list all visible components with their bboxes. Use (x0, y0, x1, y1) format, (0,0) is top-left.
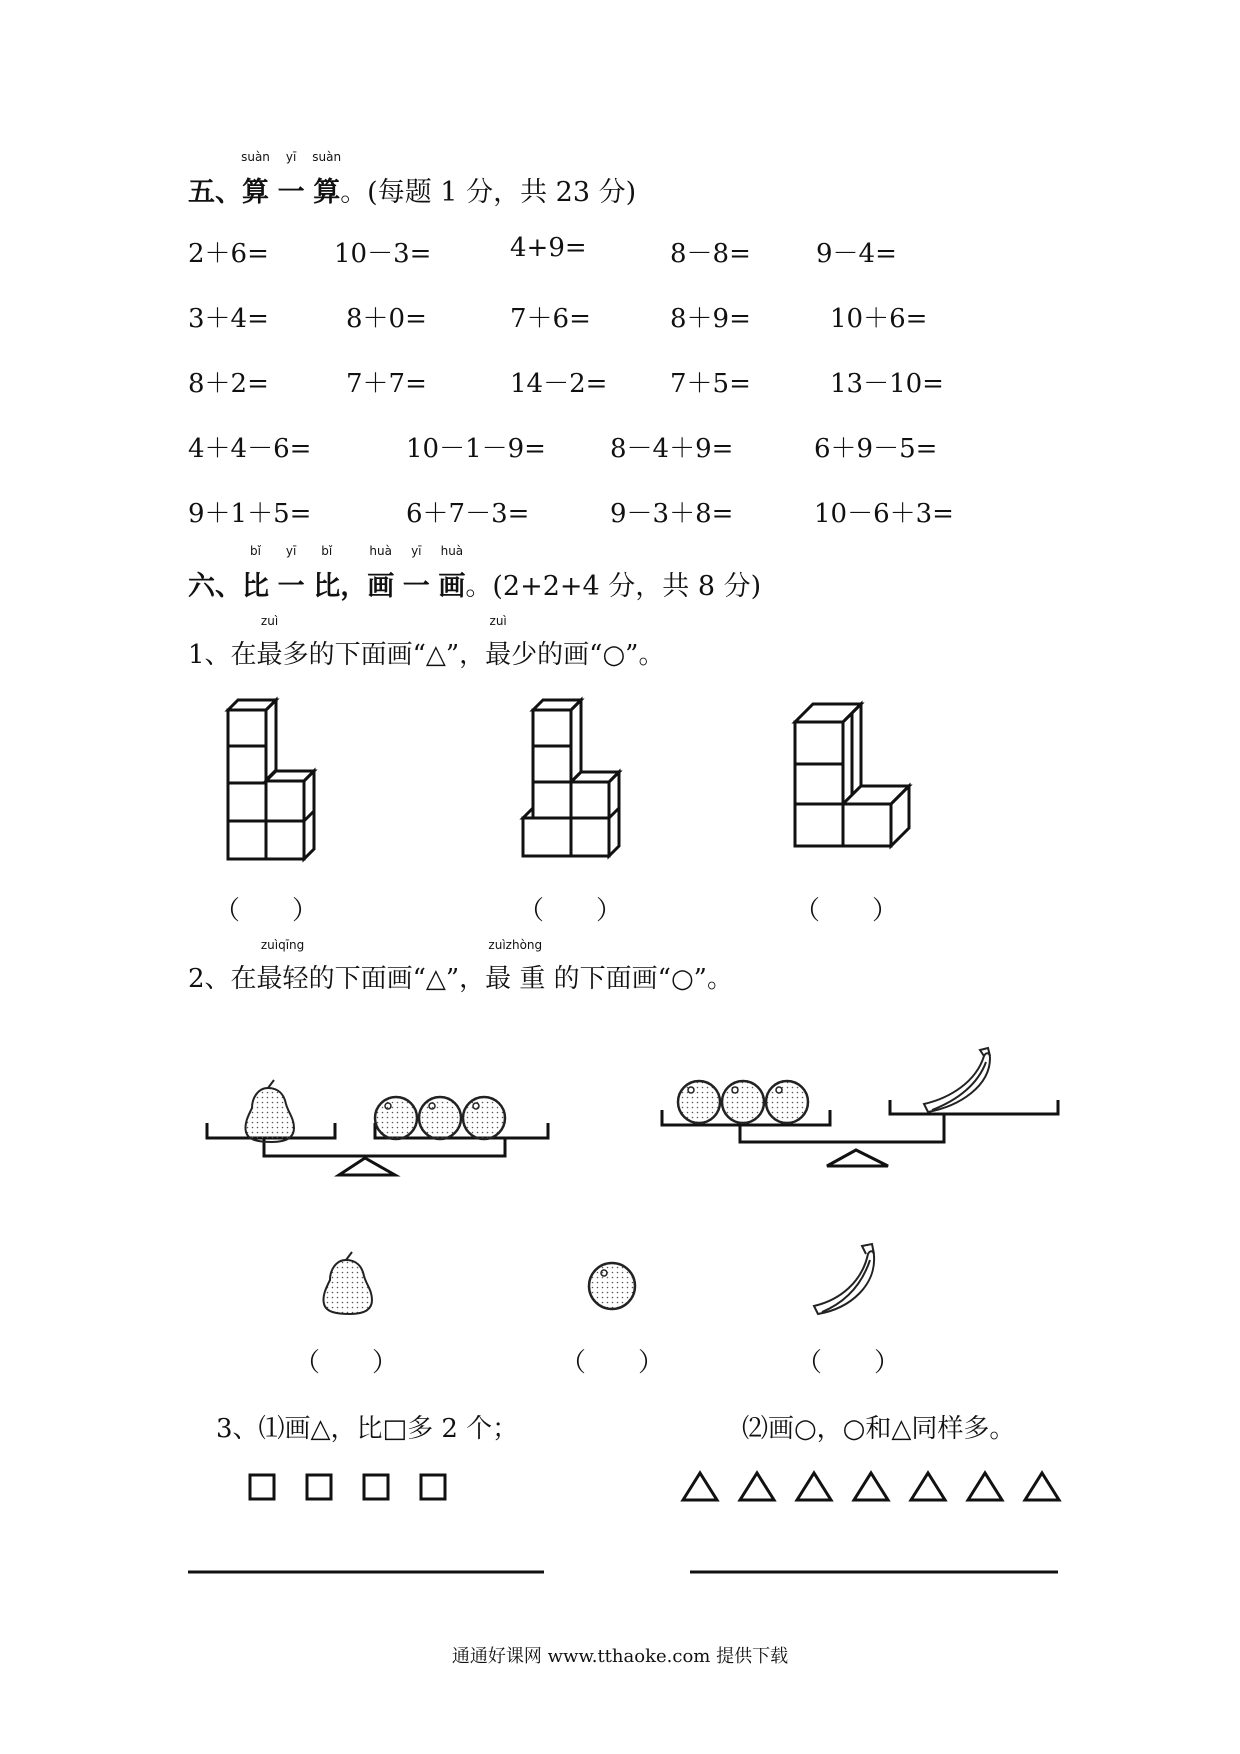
pinyin: zuì (260, 614, 279, 628)
char: 最 (485, 640, 512, 670)
pinyin: yī (411, 544, 422, 558)
answer-blank[interactable]: （ ） (794, 896, 899, 926)
char: 最 重 (485, 964, 546, 994)
char: 算 (242, 177, 269, 208)
section5-number: 五、 (188, 177, 242, 208)
answer-blank[interactable]: （ ） (294, 1348, 399, 1378)
section6-number: 六、 (188, 571, 242, 602)
pinyin: bǐ (321, 544, 333, 558)
equation: 10－3= (334, 239, 432, 269)
equation: 9－3＋8= (610, 499, 734, 529)
answer-blank[interactable]: （ ） (518, 896, 623, 926)
answer-blank[interactable]: （ ） (560, 1348, 665, 1378)
equation: 3＋4= (188, 304, 269, 334)
section5-score-note: 。(每题 1 分，共 23 分) (340, 177, 637, 208)
pinyin: zuìzhòng (488, 938, 543, 952)
char: 算 (313, 177, 341, 208)
char: 比 (313, 571, 341, 602)
answer-blank[interactable]: （ ） (796, 1348, 901, 1378)
equation: 2＋6= (188, 239, 269, 269)
equation: 8＋0= (346, 304, 427, 334)
equation: 6＋9－5= (814, 434, 938, 464)
answer-blank[interactable]: （ ） (214, 896, 319, 926)
q1-text: 少的画“○”。 (511, 640, 665, 670)
char: 一 (277, 177, 305, 208)
triangle-icon (854, 1473, 888, 1500)
pinyin: huà (440, 544, 464, 558)
char: 一 (402, 571, 430, 602)
pinyin: bǐ (250, 544, 261, 558)
equation: 7＋5= (670, 369, 751, 399)
q1-text: 1、在 (188, 640, 257, 670)
equation: 6＋7－3= (406, 499, 530, 529)
equation: 10－6＋3= (814, 499, 954, 529)
equation: 10－1－9= (406, 434, 546, 464)
triangle-icon (1025, 1473, 1059, 1500)
char: 画 (367, 571, 395, 602)
equation: 8－8= (670, 239, 751, 269)
pinyin: yī (285, 544, 297, 558)
question-3-part-1: 3、⑴画△，比□多 2 个； (216, 1414, 519, 1444)
square-icon (421, 1475, 445, 1499)
square-icon (250, 1475, 274, 1499)
equation: 10＋6= (830, 304, 928, 334)
pinyin: huà (369, 544, 392, 558)
q2-text: 的下面画“△”， (308, 964, 486, 994)
triangle-icon (740, 1473, 774, 1500)
triangle-icon (911, 1473, 945, 1500)
equation: 4+9= (510, 233, 587, 263)
char: 最轻 (256, 964, 309, 994)
equation: 9－4= (816, 239, 897, 269)
title-comma: ， (340, 571, 368, 602)
equation: 8－4＋9= (610, 434, 734, 464)
pinyin: zuìqīng (260, 938, 305, 952)
triangle-icon (797, 1473, 831, 1500)
triangle-icon (683, 1473, 717, 1500)
section6-score-note: 。(2+2+4 分，共 8 分) (465, 571, 762, 602)
square-icon (364, 1475, 388, 1499)
page-footer: 通通好课网 www.tthaoke.com 提供下载 (451, 1646, 789, 1667)
equation: 13－10= (830, 369, 944, 399)
equation: 7＋6= (510, 304, 591, 334)
pinyin: suàn (312, 150, 342, 164)
q2-text: 的下面画“○”。 (545, 964, 733, 994)
equation: 7＋7= (346, 369, 427, 399)
q2-text: 2、在 (188, 964, 257, 994)
pinyin: yī (285, 150, 297, 164)
char: 画 (438, 571, 466, 602)
equation: 8＋2= (188, 369, 269, 399)
equation: 9＋1＋5= (188, 499, 312, 529)
pinyin: suàn (241, 150, 270, 164)
square-icon (307, 1475, 331, 1499)
char: 一 (277, 571, 305, 602)
char: 最 (256, 640, 283, 670)
equation: 14－2= (510, 369, 608, 399)
q1-text: 多的下面画“△”， (282, 640, 486, 670)
pinyin: zuì (489, 614, 507, 628)
triangle-icon (968, 1473, 1002, 1500)
equation: 4＋4－6= (188, 434, 312, 464)
equation: 8＋9= (670, 304, 751, 334)
question-3-part-2: ⑵画○，○和△同样多。 (742, 1414, 1016, 1444)
char: 比 (242, 571, 269, 602)
